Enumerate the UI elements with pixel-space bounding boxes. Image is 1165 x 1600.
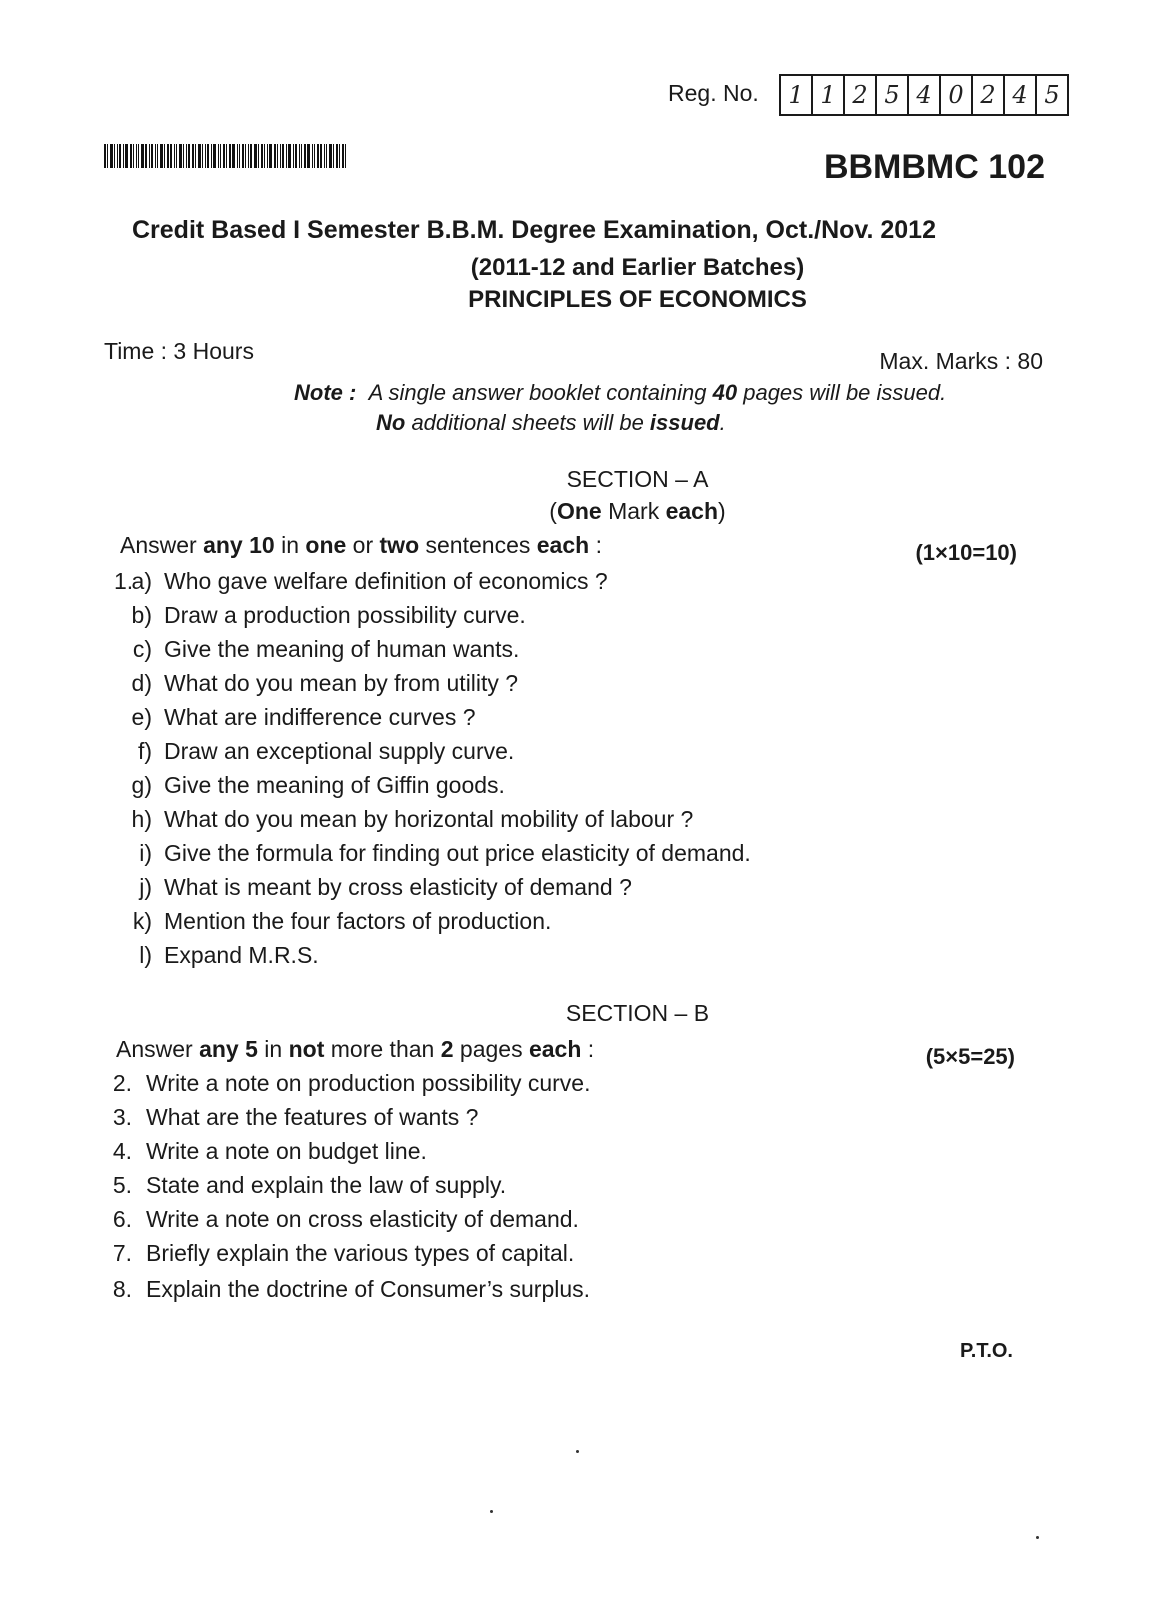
barcode-bar <box>211 144 212 168</box>
list-item <box>118 874 632 901</box>
question-text: Briefly explain the various types of capital. <box>146 1240 575 1266</box>
item-letter: h) <box>131 806 152 832</box>
instr-text: more than <box>324 1036 441 1062</box>
sub-text: ) <box>718 498 726 524</box>
item-text: What do you mean by from utility ? <box>164 670 519 696</box>
item-letter: c) <box>132 636 152 662</box>
item-text: Mention the four factors of production. <box>164 908 552 934</box>
exam-subject: PRINCIPLES OF ECONOMICS <box>468 286 807 313</box>
item-letter: e) <box>131 704 152 730</box>
reg-digit: 0 <box>941 76 973 114</box>
item-letter: a) <box>131 568 152 594</box>
barcode-bar <box>192 144 194 168</box>
section-a-subheading <box>55 498 1165 525</box>
instr-text: : <box>581 1036 595 1062</box>
reg-digit: 5 <box>877 76 909 114</box>
instr-text: Answer <box>120 532 204 558</box>
barcode-bar <box>141 144 144 168</box>
barcode-bar <box>258 144 259 168</box>
paper-code: BBMBMC 102 <box>823 148 1045 186</box>
sub-text: One <box>556 498 602 524</box>
sub-text: Mark <box>601 498 666 524</box>
exam-batches: (2011-12 and Earlier Batches) <box>470 254 805 281</box>
barcode <box>104 144 348 168</box>
barcode-bar <box>186 144 187 168</box>
barcode-bar <box>248 144 249 168</box>
instr-text: or <box>346 532 380 558</box>
item-text: Draw a production possibility curve. <box>164 602 526 628</box>
note-text: issued <box>649 410 720 435</box>
barcode-bar <box>324 144 325 168</box>
barcode-bar <box>333 144 334 168</box>
scan-speck <box>490 1510 493 1513</box>
note <box>294 378 946 438</box>
barcode-bar <box>307 144 310 168</box>
max-marks: Max. Marks : 80 <box>879 348 1043 374</box>
barcode-bar <box>277 144 278 168</box>
exam-title: Credit Based I Semester B.B.M. Degree Examination, Oct./Nov. 2012 <box>132 216 936 244</box>
note-text: additional sheets will be <box>405 410 650 435</box>
barcode-bar <box>301 144 302 168</box>
barcode-bar <box>205 144 206 168</box>
question-text: Write a note on cross elasticity of demand. <box>146 1206 579 1232</box>
barcode-bar <box>229 144 231 168</box>
list-item <box>118 704 476 731</box>
barcode-bar <box>267 144 268 168</box>
barcode-bar <box>345 144 346 168</box>
barcode-bar <box>107 144 108 168</box>
item-text: What is meant by cross elasticity of demand ? <box>164 874 632 900</box>
barcode-bar <box>220 144 221 168</box>
question-number: 7. <box>112 1240 132 1266</box>
instr-text: pages <box>453 1036 529 1062</box>
barcode-bar <box>250 144 252 168</box>
section-b-instruction <box>116 1036 594 1063</box>
instr-text: each <box>536 532 590 558</box>
barcode-bar <box>164 144 165 168</box>
reg-digit: 2 <box>973 76 1005 114</box>
barcode-bar <box>155 144 156 168</box>
barcode-bar <box>104 144 106 168</box>
barcode-bar <box>207 144 209 168</box>
barcode-bar <box>223 144 225 168</box>
reg-digit: 1 <box>813 76 845 114</box>
barcode-bar <box>254 144 257 168</box>
barcode-bar <box>237 144 238 168</box>
barcode-bar <box>312 144 313 168</box>
barcode-bar <box>314 144 315 168</box>
list-item <box>118 738 514 765</box>
barcode-bar <box>149 144 150 168</box>
instr-text: any 10 <box>203 532 275 558</box>
item-text: Who gave welfare definition of economics ? <box>164 568 608 594</box>
question-item <box>106 1240 574 1267</box>
list-item <box>118 636 519 663</box>
barcode-bar <box>336 144 338 168</box>
reg-no-label: Reg. No. <box>668 80 759 106</box>
barcode-bar <box>117 144 118 168</box>
list-item <box>118 942 319 969</box>
note-text: 40 <box>712 380 738 405</box>
barcode-bar <box>264 144 265 168</box>
barcode-bar <box>282 144 284 168</box>
section-b-marks: (5×5=25) <box>925 1044 1015 1069</box>
question-number: 3. <box>112 1104 132 1130</box>
barcode-bar <box>342 144 344 168</box>
barcode-bar <box>339 144 340 168</box>
sub-text: each <box>665 498 719 524</box>
item-letter: j) <box>139 874 152 900</box>
barcode-bar <box>170 144 172 168</box>
barcode-bar <box>114 144 115 168</box>
question-number: 1. <box>114 568 134 594</box>
list-item <box>118 840 751 867</box>
barcode-bar <box>123 144 124 168</box>
scan-speck <box>576 1450 579 1453</box>
section-a-marks: (1×10=10) <box>915 540 1017 565</box>
instr-text: not <box>288 1036 325 1062</box>
question-number: 6. <box>112 1206 132 1232</box>
item-text: Give the meaning of Giffin goods. <box>164 772 505 798</box>
note-text: . <box>719 410 726 435</box>
item-text: Give the formula for finding out price elasticity of demand. <box>164 840 751 866</box>
question-item <box>106 1070 590 1097</box>
question-text: What are the features of wants ? <box>146 1104 479 1130</box>
list-item <box>118 806 693 833</box>
barcode-bar <box>151 144 153 168</box>
barcode-bar <box>167 144 169 168</box>
barcode-bar <box>195 144 196 168</box>
barcode-bar <box>138 144 139 168</box>
list-item <box>118 568 608 595</box>
question-text: Write a note on budget line. <box>146 1138 427 1164</box>
barcode-bar <box>188 144 190 168</box>
item-text: Give the meaning of human wants. <box>164 636 520 662</box>
barcode-bar <box>133 144 134 168</box>
reg-digit: 2 <box>845 76 877 114</box>
item-letter: i) <box>139 840 152 866</box>
list-item <box>118 602 526 629</box>
note-line-2 <box>294 408 946 438</box>
question-number: 8. <box>112 1276 132 1302</box>
barcode-bar <box>218 144 219 168</box>
section-a-heading: SECTION – A <box>566 466 709 492</box>
section-a-instruction <box>120 532 602 559</box>
item-letter: l) <box>139 942 152 968</box>
instr-text: one <box>305 532 347 558</box>
question-item <box>106 1206 579 1233</box>
note-label: Note : <box>294 380 357 405</box>
instr-text: 2 <box>440 1036 454 1062</box>
item-letter: f) <box>137 738 152 764</box>
question-item <box>106 1276 590 1303</box>
barcode-bar <box>198 144 201 168</box>
item-letter: k) <box>132 908 152 934</box>
barcode-bar <box>145 144 147 168</box>
barcode-bar <box>174 144 175 168</box>
barcode-bar <box>179 144 182 168</box>
note-text: pages will be issued. <box>737 380 947 405</box>
reg-digit: 5 <box>1044 81 1060 109</box>
reg-digit: 1 <box>781 76 813 114</box>
question-text: Explain the doctrine of Consumer’s surplus. <box>146 1276 591 1302</box>
barcode-bar <box>293 144 294 168</box>
question-item <box>106 1138 427 1165</box>
question-item <box>106 1104 478 1131</box>
reg-digit: 4 <box>909 76 941 114</box>
barcode-bar <box>176 144 177 168</box>
note-text: A single answer booklet containing <box>368 380 713 405</box>
barcode-bar <box>242 144 244 168</box>
barcode-bar <box>125 144 128 168</box>
instr-text: two <box>379 532 420 558</box>
barcode-bar <box>288 144 291 168</box>
barcode-bar <box>130 144 132 168</box>
barcode-bar <box>239 144 240 168</box>
exam-time: Time : 3 Hours <box>104 338 254 364</box>
instr-text: each <box>528 1036 582 1062</box>
barcode-bar <box>269 144 272 168</box>
instr-text: any 5 <box>199 1036 258 1062</box>
barcode-bar <box>326 144 327 168</box>
question-text: Write a note on production possibility curve. <box>146 1070 591 1096</box>
barcode-bar <box>110 144 113 168</box>
sub-text: ( <box>549 498 557 524</box>
barcode-bar <box>232 144 235 168</box>
list-item <box>118 772 505 799</box>
list-item <box>118 908 551 935</box>
reg-no-boxes <box>779 74 1069 116</box>
item-letter: b) <box>131 602 152 628</box>
item-letter: d) <box>131 670 152 696</box>
barcode-bar <box>160 144 163 168</box>
note-line-1 <box>294 378 946 408</box>
instr-text: in <box>274 532 306 558</box>
barcode-bar <box>157 144 158 168</box>
instr-text: sentences <box>419 532 537 558</box>
question-number: 2. <box>112 1070 132 1096</box>
barcode-bar <box>286 144 287 168</box>
barcode-bar <box>226 144 227 168</box>
list-item <box>118 670 518 697</box>
barcode-bar <box>299 144 300 168</box>
barcode-bar <box>329 144 332 168</box>
barcode-bar <box>183 144 184 168</box>
barcode-bar <box>213 144 216 168</box>
pto-label: P.T.O. <box>960 1340 1013 1362</box>
barcode-bar <box>295 144 297 168</box>
question-number: 5. <box>112 1172 132 1198</box>
barcode-bar <box>119 144 121 168</box>
item-text: Draw an exceptional supply curve. <box>164 738 515 764</box>
barcode-bar <box>136 144 137 168</box>
item-text: What do you mean by horizontal mobility of labour ? <box>164 806 694 832</box>
barcode-bar <box>261 144 263 168</box>
section-b-heading: SECTION – B <box>565 1000 710 1026</box>
barcode-bar <box>280 144 281 168</box>
question-text: State and explain the law of supply. <box>146 1172 507 1198</box>
barcode-bar <box>320 144 322 168</box>
instr-text: : <box>589 532 602 558</box>
scan-speck <box>1036 1536 1039 1539</box>
barcode-bar <box>202 144 203 168</box>
note-text: No <box>376 410 406 435</box>
item-text: What are indifference curves ? <box>164 704 476 730</box>
instr-text: Answer <box>116 1036 200 1062</box>
item-letter: g) <box>131 772 152 798</box>
question-item <box>106 1172 506 1199</box>
question-number: 4. <box>112 1138 132 1164</box>
barcode-bar <box>304 144 306 168</box>
item-text: Expand M.R.S. <box>164 942 319 968</box>
instr-text: in <box>257 1036 289 1062</box>
barcode-bar <box>245 144 246 168</box>
barcode-bar <box>274 144 276 168</box>
reg-digit: 4 <box>1005 76 1037 114</box>
barcode-bar <box>317 144 319 168</box>
